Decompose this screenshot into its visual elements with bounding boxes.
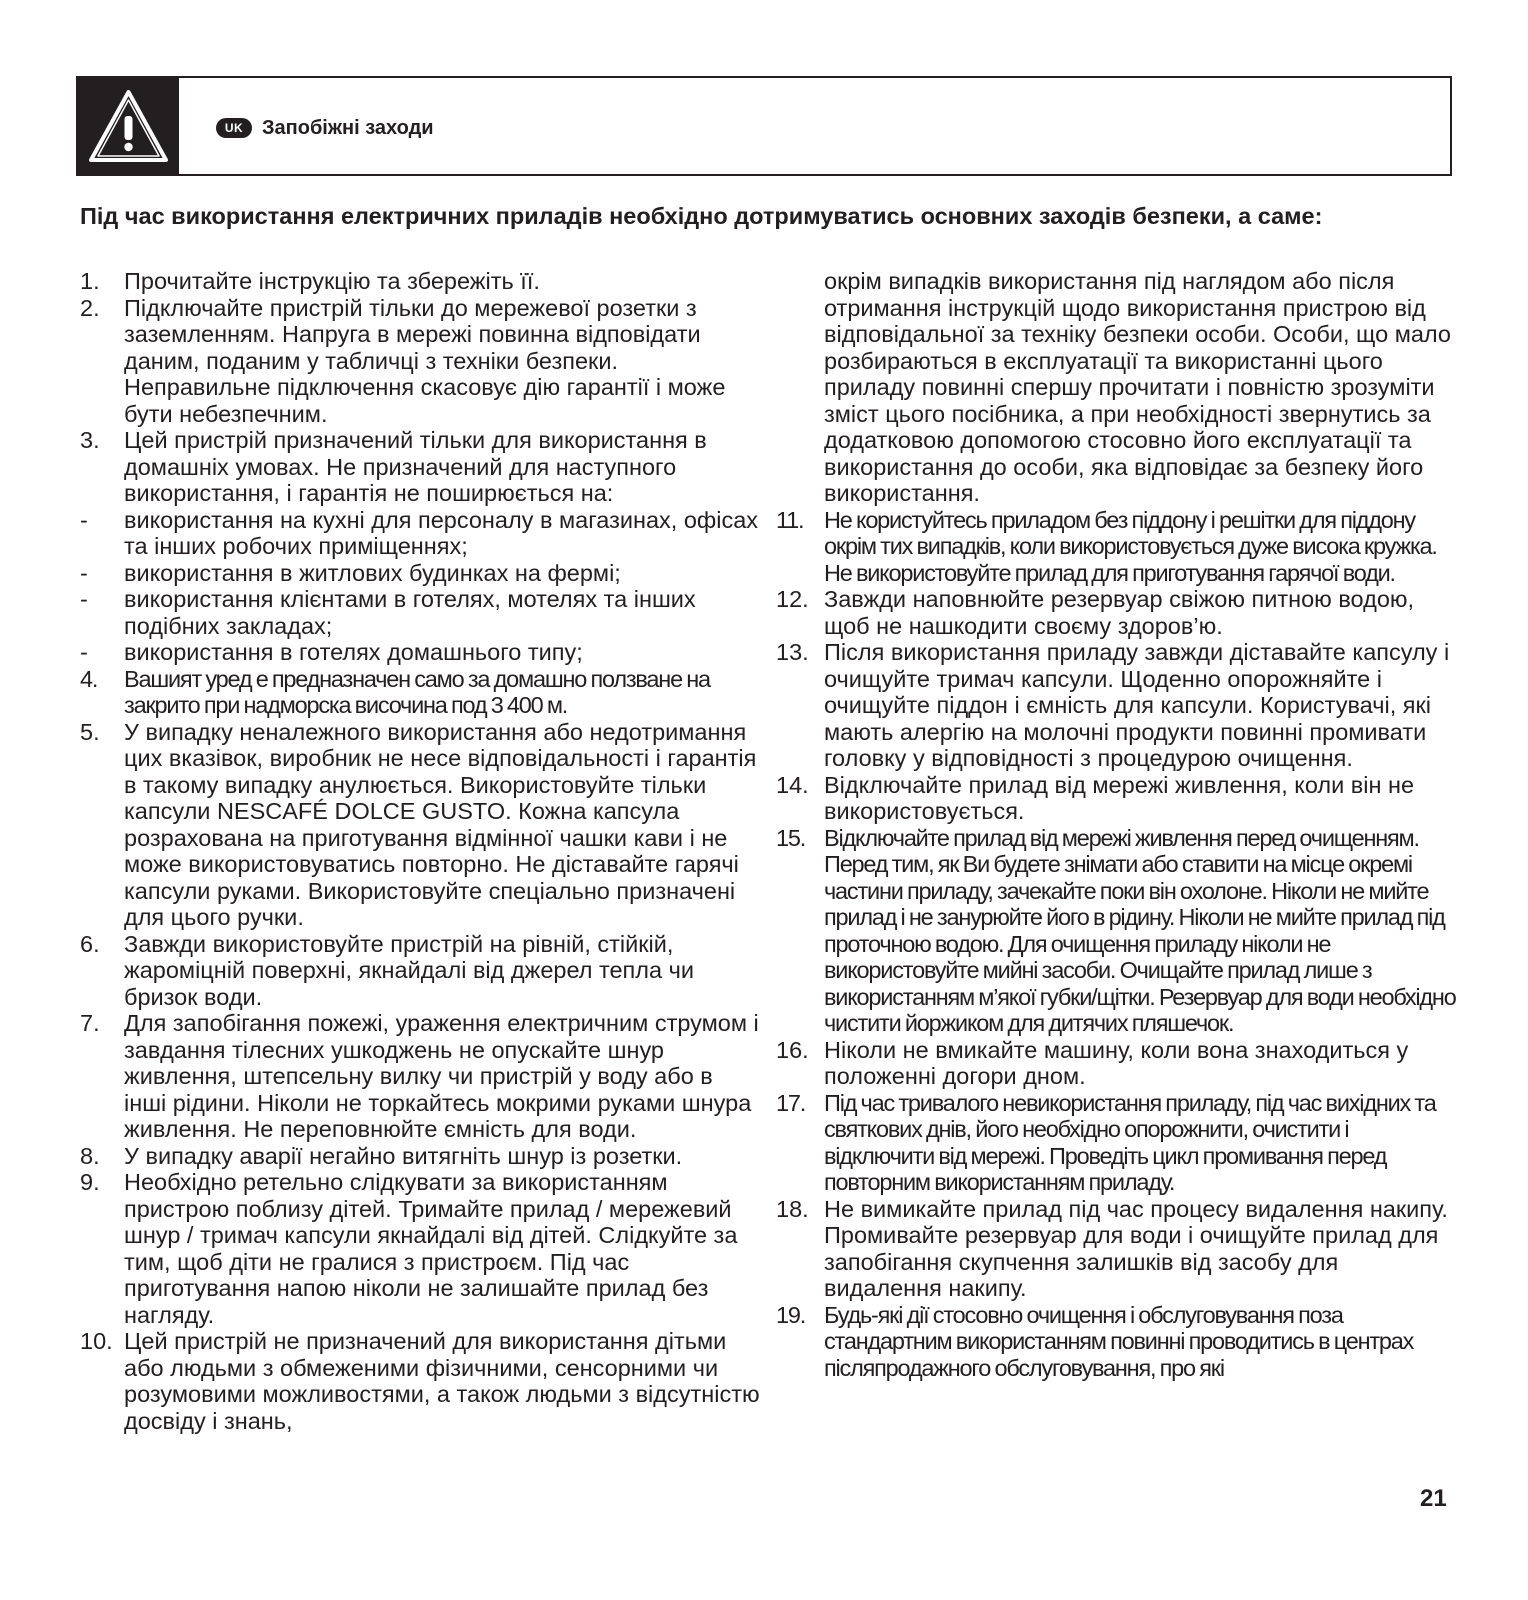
list-item — [776, 639, 1456, 772]
list-marker: 6. — [80, 930, 100, 957]
list-marker: 19. — [776, 1301, 806, 1328]
list-item — [80, 1169, 760, 1328]
list-text: Завжди наповнюйте резервуар свіжою питною водою, щоб не нашкодити своєму здоров’ю. — [824, 586, 1415, 639]
list-marker: 16. — [776, 1036, 809, 1063]
list-text: окрім випадків використання під наглядом або після отримання інструкцій щодо використання пристрою від відповідальної за техніку безпеки особи. Особи, що мало розбираються в експлуатації та використанні цього приладу повинні спершу прочитати і повністю зрозуміти зміст цього посібника, а при необхідності звернутись за додатковою допомогою стосовно його експлуатації та використання до особи, яка відповідає за безпеку його використання. — [824, 268, 1451, 506]
list-text: Відключайте прилад від мережі живлення, коли він не використовується. — [824, 771, 1415, 824]
list-text: Після використання приладу завжди діставайте капсулу і очищуйте тримач капсули. Щоденно опорожняйте і очищуйте піддон і ємність для капсули. Користувачі, які мають алергію на молочні продукти повинні промивати головку у відповідності з процедурою очищення. — [824, 639, 1450, 771]
section-title: Запобіжні заходи — [262, 117, 434, 139]
list-text: Не вимикайте прилад під час процесу видалення накипу. Промивайте резервуар для води і очищуйте прилад для запобігання скупчення залишків від засобу для видалення накипу. — [824, 1195, 1448, 1301]
list-marker: 2. — [80, 294, 100, 321]
list-marker: - — [80, 639, 88, 665]
list-text: Прочитайте інструкцію та збережіть її. — [124, 268, 540, 294]
list-item — [776, 507, 1456, 587]
list-marker: 12. — [776, 586, 809, 612]
page-number: 21 — [1420, 1485, 1447, 1512]
list-item — [80, 719, 760, 931]
list-item — [776, 586, 1456, 639]
list-item — [80, 427, 760, 507]
list-item — [80, 1143, 760, 1170]
list-text: У випадку аварії негайно витягніть шнур із розетки. — [124, 1142, 683, 1169]
list-text: У випадку неналежного використання або недотримання цих вказівок, виробник не несе відповідальності і гарантія в такому випадку анулюється. Використовуйте тільки капсули NESCAFÉ DOLCE GUSTO. Кожна капсула розрахована на приготування відмінної чашки кави і не може використовуватись повторно. Не діставайте гарячі капсули руками. Використовуйте спеціально призначені для цього ручки. — [124, 718, 757, 930]
list-text: Ніколи не вмикайте машину, коли вона знаходиться у положенні догори дном. — [824, 1036, 1409, 1089]
list-item — [80, 560, 760, 587]
list-text: Вашият уред е предназначен само за домашно ползване на закрито при надморска височина под 3 400 м. — [124, 665, 710, 718]
list-marker: 10. — [80, 1328, 113, 1354]
list-marker: 3. — [80, 427, 100, 453]
warning-triangle-icon — [86, 86, 171, 166]
list-item — [776, 1037, 1456, 1090]
intro-heading: Під час використання електричних приладів необхідно дотримуватись основних заходів безпеки, а саме: — [80, 203, 1323, 229]
list-text: Цей пристрій призначений тільки для використання в домашніх умовах. Не призначений для наступного використання, і гарантія не поширюється на: — [124, 427, 707, 506]
list-marker: - — [80, 506, 88, 533]
list-text: використання клієнтами в готелях, мотелях та інших подібних закладах; — [124, 586, 696, 639]
list-item — [80, 295, 760, 428]
list-item — [776, 1196, 1456, 1302]
list-text: Цей пристрій не призначений для використання дітьми або людьми з обмеженими фізичними, сенсорними чи розумовими можливостями, а також людьми з відсутністю досвіду і знань, — [124, 1328, 760, 1434]
list-item — [776, 1090, 1456, 1196]
list-item — [776, 268, 1456, 507]
list-marker: 1. — [80, 268, 100, 294]
list-text: Відключайте прилад від мережі живлення перед очищенням. Перед тим, як Ви будете знімати або ставити на місце окремі частини приладу, зачекайте поки він охолоне. Ніколи не мийте прилад і не занурюйте його в рідину. Ніколи не мийте прилад під проточною водою. Для очищення приладу ніколи не використовуйте мийні засоби. Очищайте прилад лише з використанням м’якої губки/щітки. Резервуар для води необхідно чистити йоржиком для дитячих пляшечок. — [824, 824, 1456, 1036]
list-item — [776, 1302, 1456, 1382]
list-marker: - — [80, 559, 88, 586]
list-item — [80, 586, 760, 639]
list-text: Для запобігання пожежі, ураження електричним струмом і завдання тілесних ушкоджень не опускайте шнур живлення, штепсельну вилку чи пристрій у воду або в інші рідини. Ніколи не торкайтесь мокрими руками шнура живлення. Не переповнюйте ємність для води. — [124, 1010, 759, 1142]
list-item — [80, 639, 760, 666]
list-text: Завжди використовуйте пристрій на рівній, стійкій, жароміцній поверхні, якнайдалі від джерел тепла чи бризок води. — [124, 930, 694, 1010]
list-text: Підключайте пристрій тільки до мережевої розетки з заземленням. Напруга в мережі повинна відповідати даним, поданим у табличці з техніки безпеки. Неправильне підключення скасовує дію гарантії і може бути небезпечним. — [124, 294, 726, 427]
list-marker: 8. — [80, 1142, 100, 1169]
list-item — [80, 268, 760, 295]
list-marker: - — [80, 586, 88, 612]
list-marker: 15. — [776, 824, 806, 851]
list-marker: 18. — [776, 1195, 809, 1222]
list-text: використання в житлових будинках на фермі; — [124, 559, 621, 586]
list-item — [80, 507, 760, 560]
list-marker: 11. — [776, 506, 804, 533]
list-marker: 5. — [80, 718, 100, 745]
header-bar — [76, 76, 1452, 176]
list-item — [80, 1010, 760, 1143]
left-column — [80, 268, 760, 1434]
language-badge: UK — [216, 118, 252, 138]
list-marker: 13. — [776, 639, 809, 665]
list-item — [80, 666, 760, 719]
list-marker: 7. — [80, 1010, 100, 1036]
list-text: Необхідно ретельно слідкувати за використанням пристрою поблизу дітей. Тримайте прилад / мережевий шнур / тримач капсули якнайдалі від дітей. Слідкуйте за тим, щоб діти не гралися з пристроєм. Під час приготування напою ніколи не залишайте прилад без нагляду. — [124, 1169, 738, 1328]
list-text: використання на кухні для персоналу в магазинах, офісах та інших робочих приміщеннях; — [124, 506, 759, 559]
right-column — [776, 268, 1456, 1381]
list-text: Не користуйтесь приладом без піддону і решітки для піддону окрім тих випадків, коли використовується дуже висока кружка. Не використовуйте прилад для приготування гарячої води. — [824, 506, 1437, 586]
list-item — [776, 825, 1456, 1037]
list-marker: 17. — [776, 1089, 806, 1116]
list-text: використання в готелях домашнього типу; — [124, 639, 583, 665]
list-item — [80, 931, 760, 1011]
list-marker: 14. — [776, 771, 809, 798]
list-item — [776, 772, 1456, 825]
warning-panel — [78, 78, 179, 174]
list-item — [80, 1328, 760, 1434]
list-marker: 9. — [80, 1169, 100, 1195]
list-marker: 4. — [80, 665, 98, 692]
list-text: Під час тривалого невикористання приладу, під час вихідних та святкових днів, його необхідно опорожнити, очистити і відключити від мережі. Проведіть цикл промивання перед повторним використанням приладу. — [824, 1089, 1436, 1195]
list-text: Будь-які дії стосовно очищення і обслуговування поза стандартним використанням повинні проводитись в центрах післяпродажного обслуговування, про які — [824, 1301, 1414, 1381]
